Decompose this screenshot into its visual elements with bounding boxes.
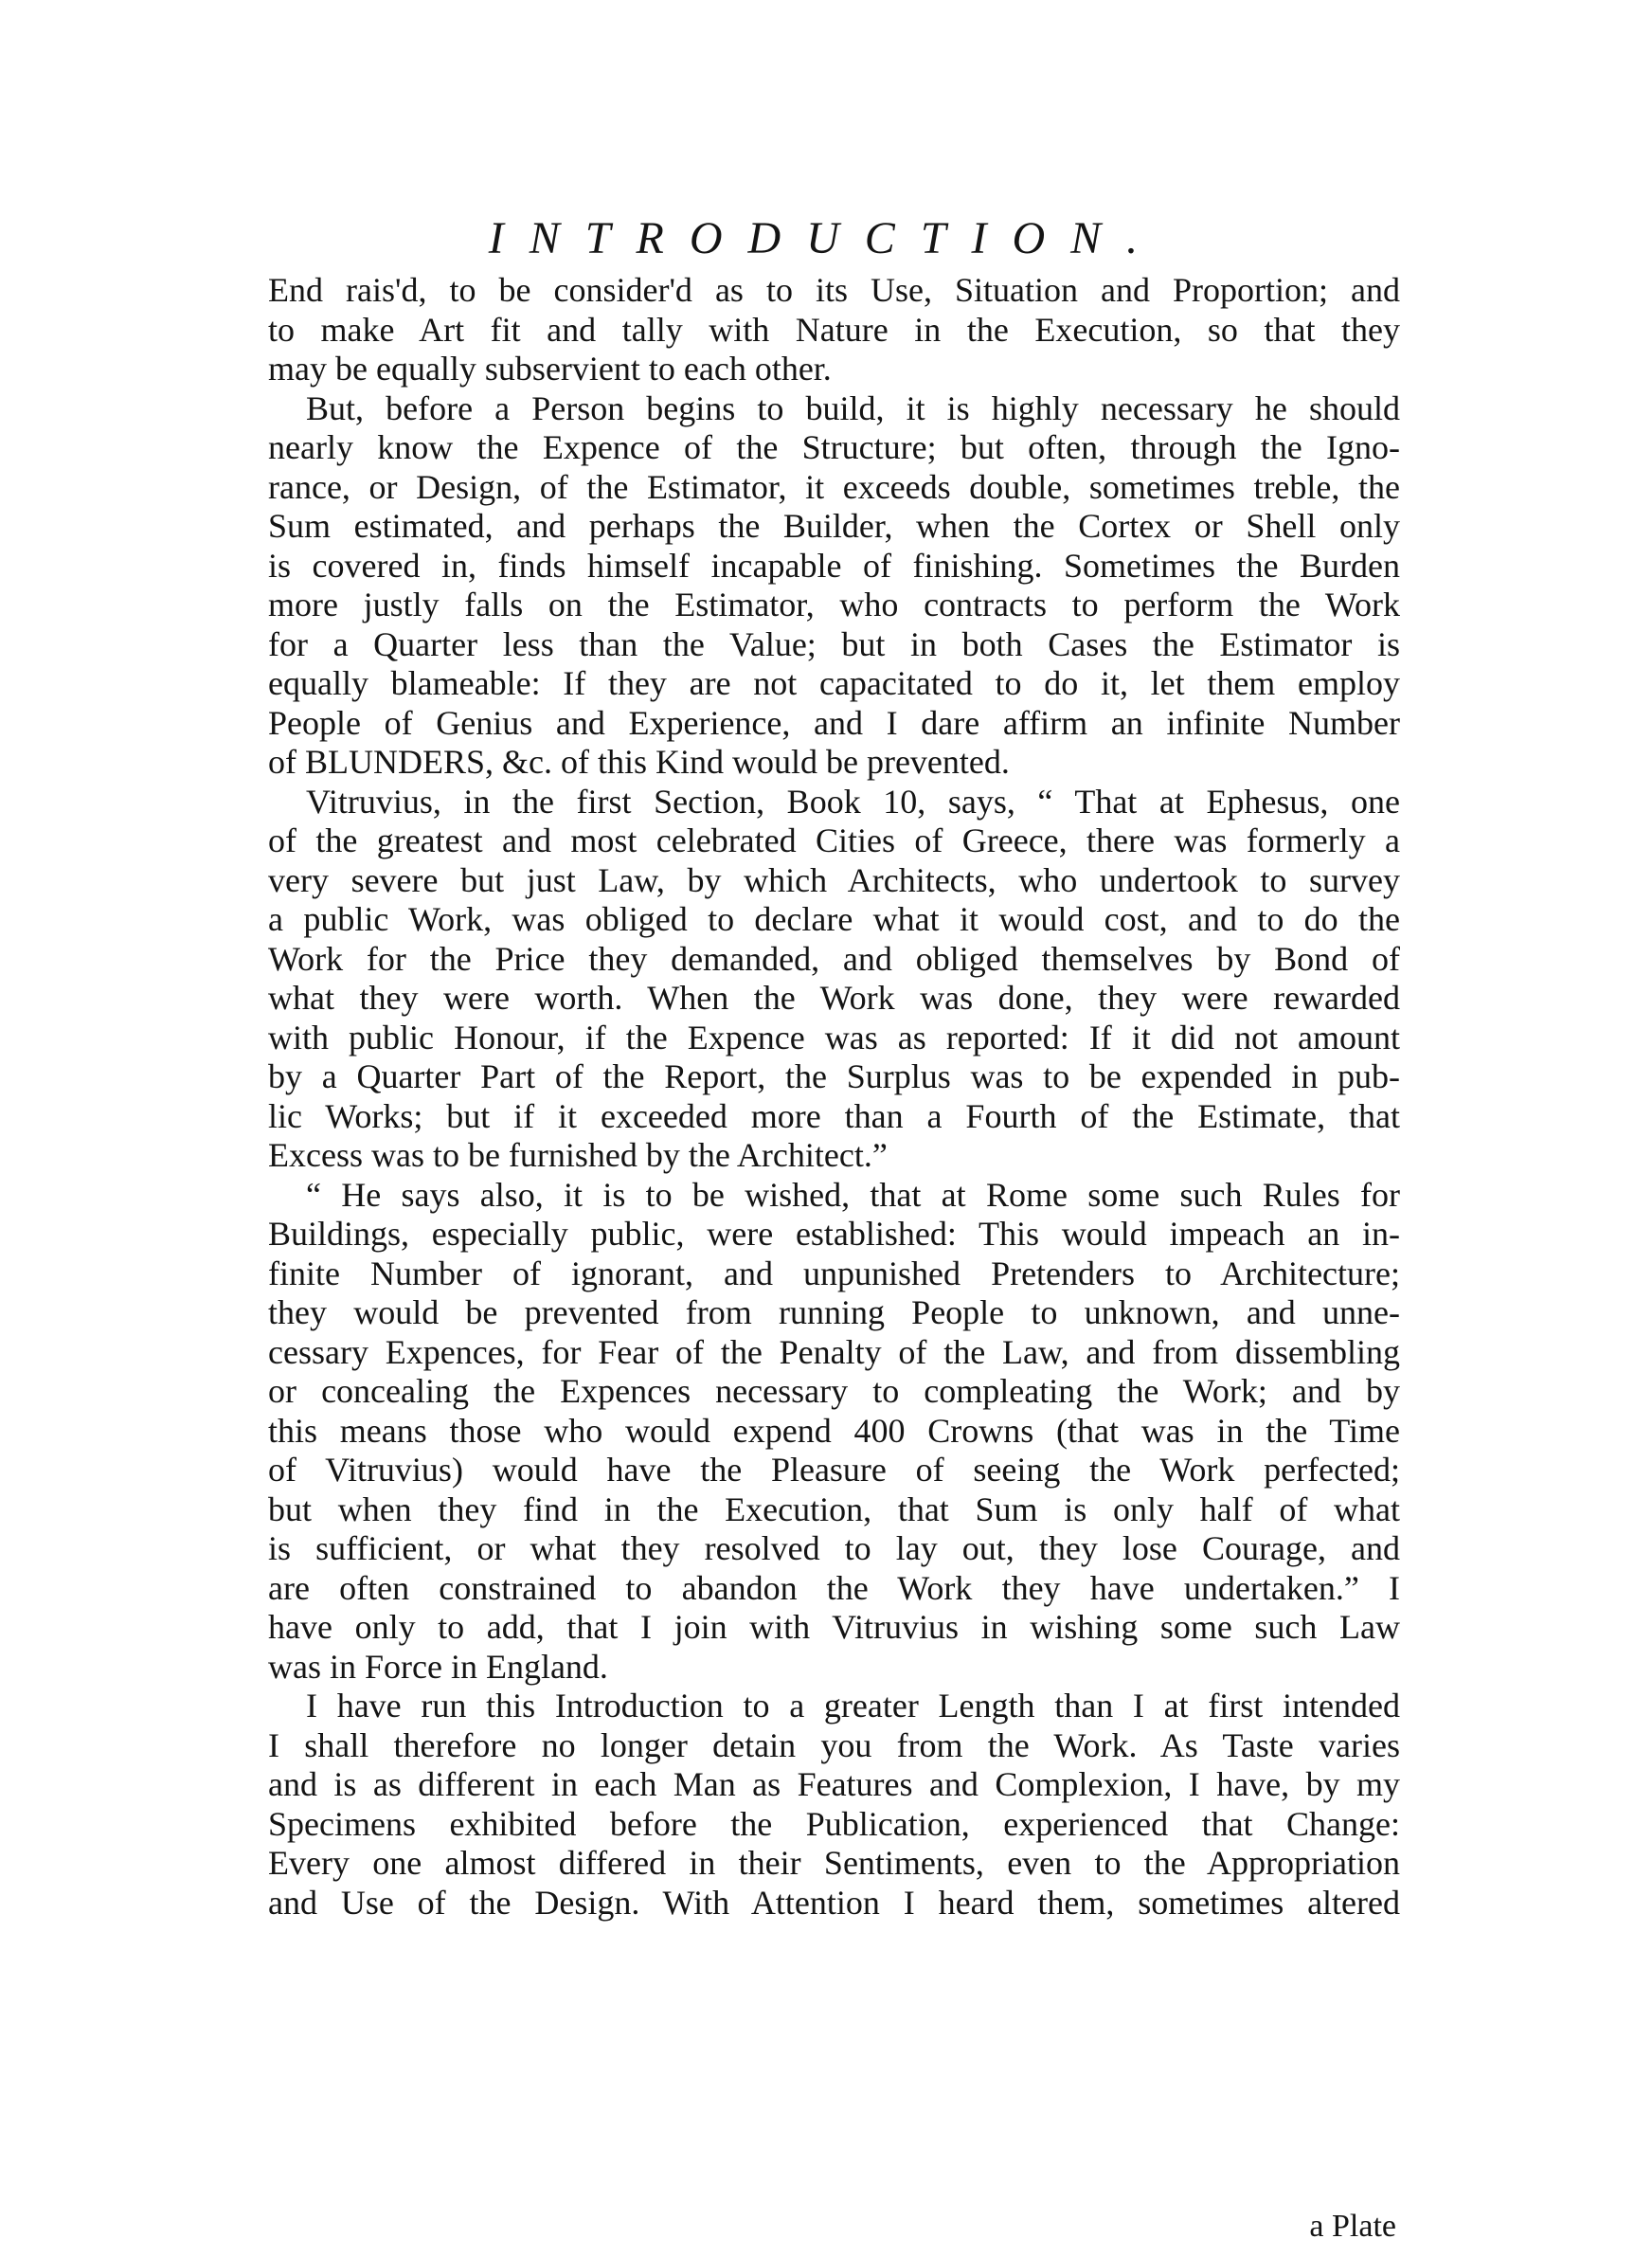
text-line: People of Genius and Experience, and I dare affirm an infinite Number <box>268 703 1400 742</box>
text-line: Every one almost differed in their Sentiments, even to the Appropriation <box>268 1844 1400 1882</box>
text-line: of Vitruvius) would have the Pleasure of seeing the Work perfected; <box>268 1451 1400 1489</box>
text-line: “ He says also, it is to be wished, that at Rome some such Rules for <box>306 1175 1400 1214</box>
text-line: cessary Expences, for Fear of the Penalty of the Law, and from dissembling <box>268 1332 1400 1371</box>
text-line: is covered in, finds himself incapable of finishing. Sometimes the Burden <box>268 546 1400 585</box>
text-line: to make Art fit and tally with Nature in the Execution, so that they <box>268 310 1400 349</box>
text-line: but when they find in the Execution, that Sum is only half of what <box>268 1490 1400 1528</box>
text-line: of BLUNDERS, &c. of this Kind would be prevented. <box>268 743 1010 781</box>
text-line: a public Work, was obliged to declare what it would cost, and to do the <box>268 900 1400 938</box>
text-line: and is as different in each Man as Features and Complexion, I have, by my <box>268 1765 1400 1803</box>
text-line: for a Quarter less than the Value; but in both Cases the Estimator is <box>268 624 1400 663</box>
text-line: what they were worth. When the Work was done, they were rewarded <box>268 979 1400 1017</box>
text-line: is sufficient, or what they resolved to lay out, they lose Courage, and <box>268 1529 1400 1567</box>
text-line: rance, or Design, of the Estimator, it exceeds double, sometimes treble, the <box>268 467 1400 506</box>
text-line: I shall therefore no longer detain you from the Work. As Taste varies <box>268 1725 1400 1764</box>
text-line: finite Number of ignorant, and unpunished Pretenders to Architecture; <box>268 1254 1400 1292</box>
text-line: lic Works; but if it exceeded more than a Fourth of the Estimate, that <box>268 1096 1400 1135</box>
text-line: by a Quarter Part of the Report, the Surplus was to be expended in pub- <box>268 1057 1400 1095</box>
text-line: more justly falls on the Estimator, who contracts to perform the Work <box>268 586 1400 623</box>
text-line: was in Force in England. <box>268 1647 608 1686</box>
text-line: and Use of the Design. With Attention I heard them, sometimes altered <box>268 1883 1400 1922</box>
text-line: Work for the Price they demanded, and obliged themselves by Bond of <box>268 939 1400 978</box>
text-line: Sum estimated, and perhaps the Builder, when the Cortex or Shell only <box>268 507 1400 545</box>
text-line: very severe but just Law, by which Architects, who undertook to survey <box>268 860 1400 899</box>
text-line: Excess was to be furnished by the Architect.” <box>268 1136 888 1174</box>
text-line: equally blameable: If they are not capacitated to do it, let them employ <box>268 664 1400 702</box>
text-line: are often constrained to abandon the Work they have undertaken.” I <box>268 1568 1400 1607</box>
text-line: But, before a Person begins to build, it is highly necessary he should <box>306 388 1400 427</box>
text-line: of the greatest and most celebrated Cities of Greece, there was formerly a <box>268 822 1400 859</box>
page-title: INTRODUCTION. <box>488 213 1164 263</box>
text-line: may be equally subservient to each other. <box>268 350 832 388</box>
text-line: nearly know the Expence of the Structure; but often, through the Igno- <box>268 428 1400 466</box>
catchword: a Plate <box>1309 2209 1396 2244</box>
text-line: Buildings, especially public, were established: This would impeach an in- <box>268 1215 1400 1253</box>
text-line: I have run this Introduction to a greater Length than I at first intended <box>306 1687 1400 1724</box>
text-line: Specimens exhibited before the Publication, experienced that Change: <box>268 1804 1400 1843</box>
body-text <box>268 271 1400 1923</box>
text-line: Vitruvius, in the first Section, Book 10, says, “ That at Ephesus, one <box>306 782 1400 821</box>
text-line: or concealing the Expences necessary to compleating the Work; and by <box>268 1372 1400 1410</box>
text-line: they would be prevented from running People to unknown, and unne- <box>268 1293 1400 1331</box>
text-line: this means those who would expend 400 Crowns (that was in the Time <box>268 1411 1400 1450</box>
text-line: with public Honour, if the Expence was as reported: If it did not amount <box>268 1018 1400 1056</box>
text-line: have only to add, that I join with Vitruvius in wishing some such Law <box>268 1608 1400 1646</box>
text-line: End rais'd, to be consider'd as to its Use, Situation and Proportion; and <box>268 271 1400 309</box>
